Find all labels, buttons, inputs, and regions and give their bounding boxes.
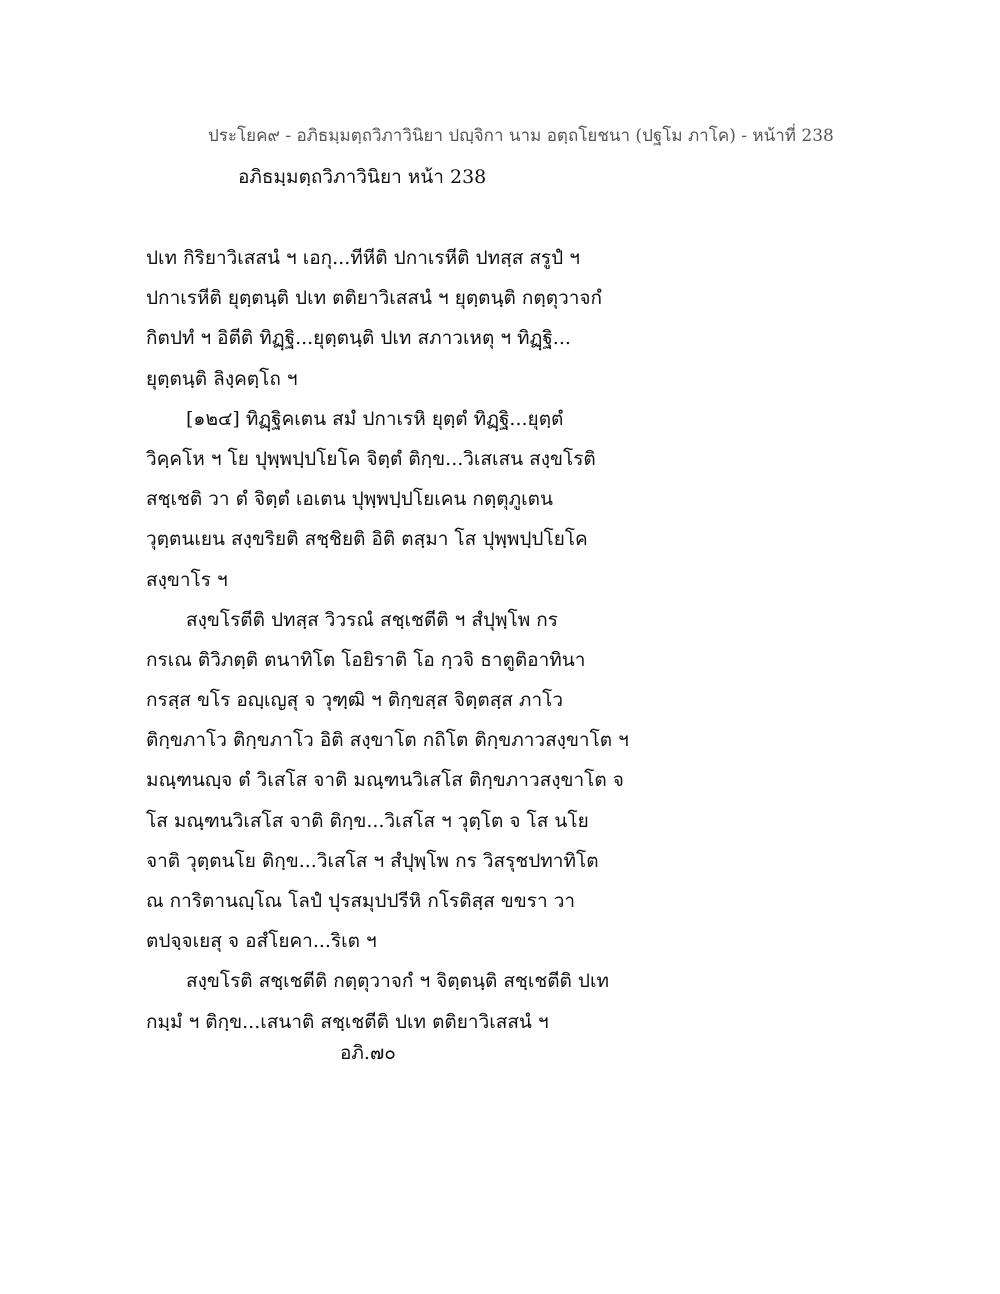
text-line: มณฺฑนญฺจ ตํ วิเสโส จาติ มณฺฑนวิเสโส ติกฺขภาวสงฺขาโต จ (146, 769, 624, 792)
text-line: ยุตฺตนฺติ ลิงฺคตฺโถ ฯ (146, 367, 298, 390)
text-line: กรเณ ติวิภตฺติ ตนาทิโต โอยิราติ โอ กฺวจิ ธาตูติอาทินา (146, 648, 586, 671)
text-line: สชฺเชติ วา ตํ จิตฺตํ เอเตน ปุพฺพปฺปโยเคน กตฺตุภูเตน (146, 488, 553, 511)
text-line: วิคฺคโห ฯ โย ปุพฺพปฺปโยโค จิตฺตํ ติกฺข...วิเสเสน สงฺขโรติ (146, 447, 596, 470)
running-header: ประโยค๙ - อภิธมฺมตฺถวิภาวินิยา ปญฺจิกา นาม อตฺถโยชนา (ปฐโม ภาโค) - หน้าที่ 238 (208, 126, 834, 146)
text-line: ปเท กิริยาวิเสสนํ ฯ เอกุ...ทีหีติ ปกาเรหีติ ปทสฺส สรูปํ ฯ (146, 247, 580, 269)
text-line: กิตปทํ ฯ อิตีติ ทิฏฺฐิ...ยุตฺตนฺติ ปเท สภาวเหตุ ฯ ทิฏฺฐิ... (146, 327, 571, 350)
paragraph-number-line: [๑๒๔] ทิฏฺฐิคเตน สมํ ปกาเรหิ ยุตฺตํ ทิฏฺฐิ...ยุตฺตํ (186, 407, 564, 430)
text-line: โส มณฺฑนวิเสโส จาติ ติกฺข...วิเสโส ฯ วุตฺโต จ โส นโย (146, 809, 589, 832)
text-line: สงฺขโรติ สชฺเชตีติ กตฺตุวาจกํ ฯ จิตฺตนฺติ สชฺเชตีติ ปเท (186, 970, 610, 993)
text-line: สงฺขาโร ฯ (146, 568, 228, 591)
text-line: ณ การิตานญฺโณ โลปํ ปุรสมุปปรีหิ กโรติสฺส ขขรา วา (146, 890, 576, 912)
text-line: ปกาเรหีติ ยุตฺตนฺติ ปเท ตติยาวิเสสนํ ฯ ยุตฺตนฺติ กตฺตุวาจกํ (146, 287, 603, 310)
text-line: ตปจฺจเยสุ จ อสํโยคา...ริเต ฯ (146, 930, 377, 953)
text-line: ติกฺขภาโว ติกฺขภาโว อิติ สงฺขาโต กถิโต ติกฺขภาวสงฺขาโต ฯ (146, 729, 629, 752)
page-title: อภิธมฺมตฺถวิภาวินิยา หน้า 238 (238, 166, 487, 188)
text-line: วุตฺตนเยน สงฺขริยติ สชฺชิยติ อิติ ตสฺมา โส ปุพฺพปฺปโยโค (146, 528, 588, 551)
text-line: กมฺมํ ฯ ติกฺข...เสนาติ สชฺเชตีติ ปเท ตติยาวิเสสนํ ฯ (146, 1010, 549, 1033)
text-line: จาติ วุตฺตนโย ติกฺข...วิเสโส ฯ สํปุพฺโพ กร วิสรุชปทาทิโต (146, 849, 599, 872)
text-line: สงฺขโรตีติ ปทสฺส วิวรณํ สชฺเชตีติ ฯ สํปุพฺโพ กร (186, 608, 558, 631)
text-line: กรสฺส ขโร อญฺเญสุ จ วุฑฺฒิ ฯ ติกฺขสฺส จิตฺตสฺส ภาโว (146, 689, 563, 712)
page-footer: อภิ.๗๐ (340, 1042, 396, 1064)
body-text (146, 238, 646, 1042)
